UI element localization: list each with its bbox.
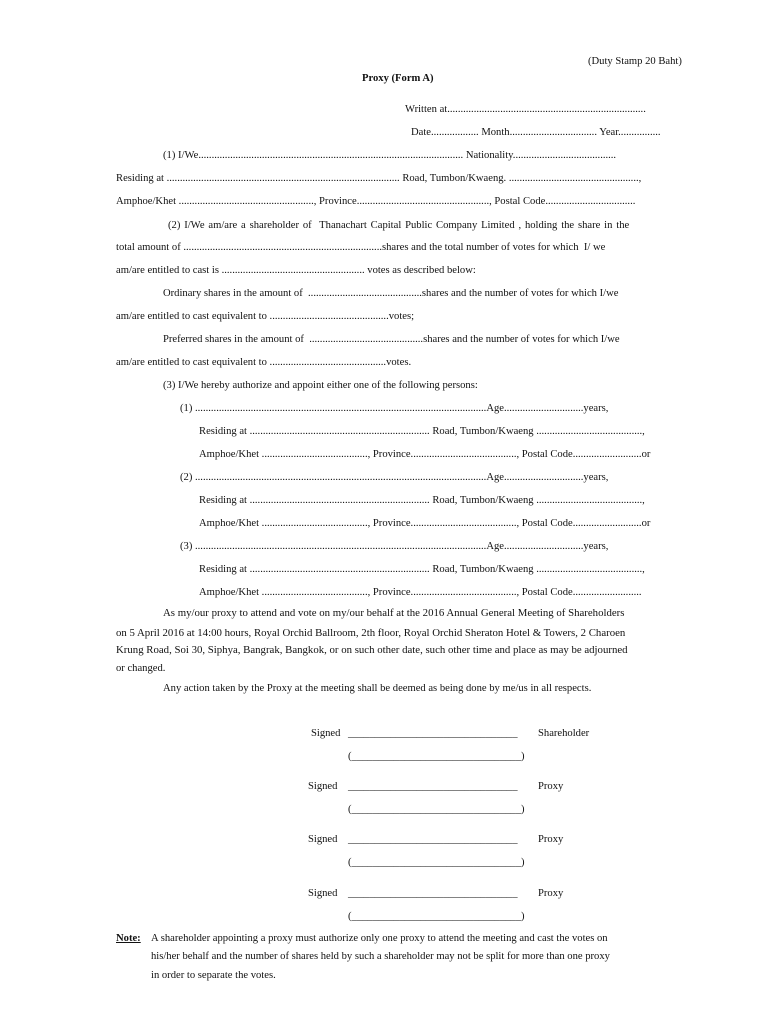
- preferred-shares-line-1: Preferred shares in the amount of ...........................................shares and the number of votes for which I/we: [163, 334, 620, 345]
- proxy-3-name-line: (3) ..............................................................................................................Age..............................years,: [180, 541, 609, 552]
- signature-blank: ________________________________: [348, 888, 518, 899]
- ordinary-shares-line-2: am/are entitled to cast equivalent to .............................................votes;: [116, 311, 415, 322]
- signed-label: Signed: [308, 888, 338, 899]
- note-label: Note:: [116, 933, 141, 944]
- shareholder-amphoe-line: Amphoe/Khet ..................................................., Province.................................................., Postal Code..................................: [116, 196, 636, 207]
- proxy-2-amphoe-line: Amphoe/Khet ........................................, Province........................................, Postal Code..........................or: [199, 518, 651, 529]
- proxy-3-amphoe-line: Amphoe/Khet ........................................, Province........................................, Postal Code..........................: [199, 587, 642, 598]
- date-line: Date.................. Month................................. Year................: [411, 127, 661, 138]
- proxy-2-residing-line: Residing at .................................................................... Road, Tumbon/Kwaeng ........................................,: [199, 495, 645, 506]
- signer-role-proxy: Proxy: [538, 781, 564, 792]
- shareholding-line-1: (2) I/We am/are a shareholder of Thanachart Capital Public Company Limited , holding the share in the: [168, 220, 630, 231]
- proxy-2-name-line: (2) ..............................................................................................................Age..............................years,: [180, 472, 609, 483]
- printed-name-blank: (________________________________): [348, 857, 525, 868]
- meeting-line-2: on 5 April 2016 at 14:00 hours, Royal Orchid Ballroom, 2th floor, Royal Orchid Sheraton Hotel & Towers, 2 Charoen: [116, 627, 626, 639]
- printed-name-blank: (________________________________): [348, 751, 525, 762]
- note-line-3: in order to separate the votes.: [151, 970, 276, 981]
- meeting-line-4: or changed.: [116, 663, 166, 674]
- signed-label: Signed: [311, 728, 341, 739]
- printed-name-blank: (________________________________): [348, 911, 525, 922]
- meeting-line-3: Krung Road, Soi 30, Siphya, Bangrak, Bangkok, or on such other date, such other time and place as may be adjourned: [116, 644, 628, 656]
- note-line-1: A shareholder appointing a proxy must authorize only one proxy to attend the meeting and cast the votes on: [151, 933, 608, 944]
- signer-role-proxy: Proxy: [538, 834, 564, 845]
- action-statement: Any action taken by the Proxy at the meeting shall be deemed as being done by me/us in all respects.: [163, 683, 592, 694]
- signed-label: Signed: [308, 781, 338, 792]
- printed-name-blank: (________________________________): [348, 804, 525, 815]
- ordinary-shares-line-1: Ordinary shares in the amount of ...........................................shares and the number of votes for which I/we: [163, 288, 619, 299]
- shareholder-residing-line: Residing at ........................................................................................ Road, Tumbon/Kwaeng. .................................................,: [116, 173, 642, 184]
- meeting-line-1: As my/our proxy to attend and vote on my/our behalf at the 2016 Annual General Meeting of Shareholders: [163, 607, 625, 619]
- shareholder-name-line: (1) I/We.................................................................................................... Nationality.......................................: [163, 150, 617, 161]
- proxy-1-amphoe-line: Amphoe/Khet ........................................, Province........................................, Postal Code..........................or: [199, 449, 651, 460]
- proxy-1-residing-line: Residing at .................................................................... Road, Tumbon/Kwaeng ........................................,: [199, 426, 645, 437]
- authorize-intro: (3) I/We hereby authorize and appoint either one of the following persons:: [163, 380, 478, 391]
- duty-stamp-note: (Duty Stamp 20 Baht): [588, 56, 682, 67]
- signer-role-proxy: Proxy: [538, 888, 564, 899]
- written-at-line: Written at...........................................................................: [405, 104, 646, 115]
- proxy-3-residing-line: Residing at .................................................................... Road, Tumbon/Kwaeng ........................................,: [199, 564, 645, 575]
- signed-label: Signed: [308, 834, 338, 845]
- proxy-1-name-line: (1) ..............................................................................................................Age..............................years,: [180, 403, 609, 414]
- form-title: Proxy (Form A): [362, 73, 434, 84]
- preferred-shares-line-2: am/are entitled to cast equivalent to ............................................votes.: [116, 357, 412, 368]
- note-line-2: his/her behalf and the number of shares held by such a shareholder may not be split for more than one proxy: [151, 951, 610, 962]
- signature-blank: ________________________________: [348, 834, 518, 845]
- shareholding-line-3: am/are entitled to cast is ...................................................... votes as described below:: [116, 265, 476, 276]
- signature-blank: ________________________________: [348, 781, 518, 792]
- signer-role-shareholder: Shareholder: [538, 728, 590, 739]
- shareholding-line-2: total amount of ...........................................................................shares and the total number of votes for which I/ we: [116, 242, 606, 253]
- signature-blank: ________________________________: [348, 728, 518, 739]
